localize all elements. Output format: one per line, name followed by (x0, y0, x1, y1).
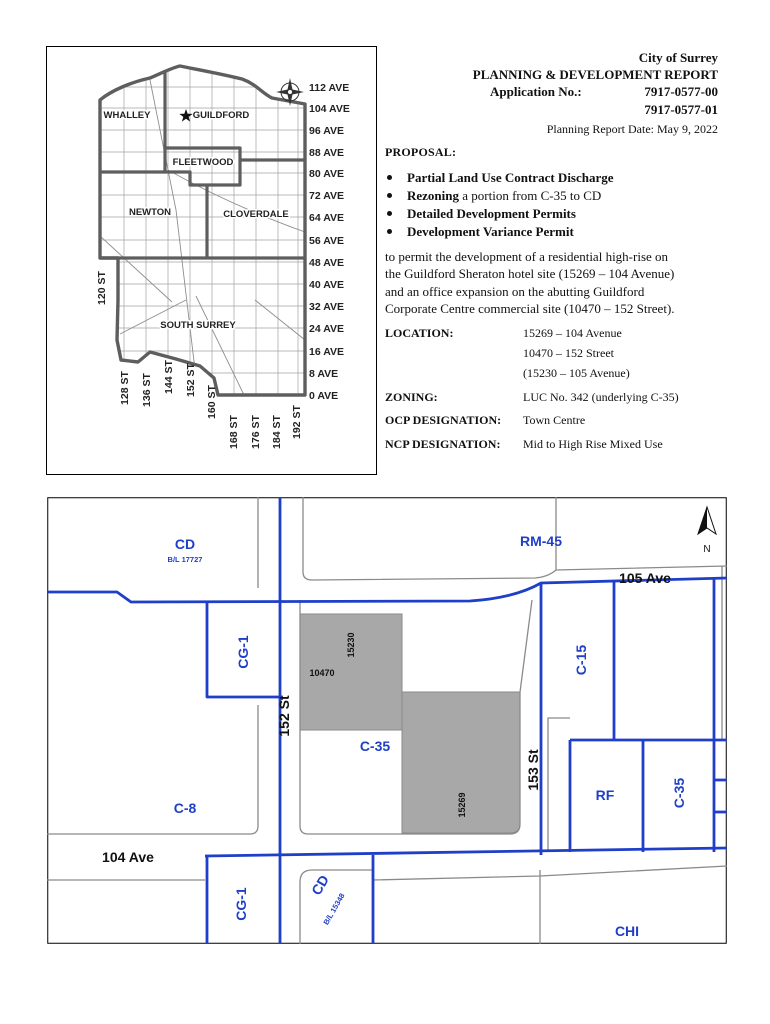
proposal-heading: PROPOSAL: (385, 145, 457, 159)
avenue-label: 16 AVE (309, 346, 345, 358)
report-date: Planning Report Date: May 9, 2022 (546, 122, 718, 136)
zoning-value: LUC No. 342 (underlying C-35) (523, 390, 679, 404)
zone-label-cd-north: CD (174, 536, 196, 552)
zone-label-cd-south: CD (308, 872, 332, 898)
application-number: 7917-0577-00 (644, 84, 718, 99)
proposal-item (385, 171, 614, 184)
lot-label-10470: 10470 (309, 668, 335, 678)
street-label: 152 ST (185, 363, 197, 397)
proposal-description-line: to permit the development of a residential high-rise on (385, 249, 669, 264)
avenue-label: 48 AVE (309, 257, 345, 269)
area-label-south-surrey: SOUTH SURREY (160, 320, 236, 331)
zone-label-cg1-south: CG-1 (233, 887, 249, 921)
avenue-label: 88 AVE (309, 147, 345, 159)
avenue-label: 40 AVE (309, 279, 345, 291)
avenue-label: 64 AVE (309, 212, 345, 224)
avenue-label: 104 AVE (309, 103, 350, 115)
avenue-label: 80 AVE (309, 168, 345, 180)
proposal-description-line: the Guildford Sheraton hotel site (15269 – 104 Avenue) (385, 266, 675, 281)
zone-label-c35-east: C-35 (671, 777, 687, 809)
ocp-designation-label: OCP DESIGNATION: (385, 413, 502, 427)
proposal-description-line: and an office expansion on the abutting Guildford (385, 284, 645, 299)
street-label-153-st: 153 St (525, 749, 541, 791)
location-value: (15230 – 105 Avenue) (523, 366, 630, 380)
area-label-fleetwood: FLEETWOOD (172, 157, 234, 168)
ocp-designation-value: Town Centre (523, 413, 586, 427)
proposal-item-title: Detailed Development Permits (407, 206, 576, 221)
street-label: 176 ST (250, 415, 262, 449)
avenue-labels (309, 82, 350, 402)
street-label-105-ave: 105 Ave (619, 570, 671, 586)
street-label-152-st: 152 St (276, 695, 292, 737)
bullet-icon (387, 175, 392, 180)
location-value: 15269 – 104 Avenue (523, 326, 622, 340)
area-label-cloverdale: CLOVERDALE (223, 209, 289, 220)
context-map (46, 46, 377, 475)
bullet-icon (387, 211, 392, 216)
avenue-label: 96 AVE (309, 125, 345, 137)
street-label: 120 ST (96, 271, 108, 305)
proposal-item-title: Partial Land Use Contract Discharge (407, 170, 614, 185)
street-label-104-ave: 104 Ave (102, 849, 154, 865)
avenue-label: 112 AVE (309, 82, 350, 94)
proposal-item (385, 225, 574, 238)
application-number: 7917-0577-01 (644, 102, 718, 117)
zone-label-rf: RF (595, 787, 615, 803)
zone-label-chi: CHI (614, 923, 640, 939)
avenue-label: 32 AVE (309, 301, 345, 313)
avenue-label: 0 AVE (309, 390, 339, 402)
application-label: Application No.: (490, 84, 582, 99)
ncp-designation-label: NCP DESIGNATION: (385, 437, 501, 451)
zoning-label: ZONING: (385, 390, 438, 404)
zone-label-c15: C-15 (573, 644, 589, 676)
lot-label-15269: 15269 (457, 792, 467, 818)
avenue-label: 72 AVE (309, 190, 345, 202)
area-label-guildford: GUILDFORD (192, 110, 250, 121)
bylaw-label-north: B/L 17727 (167, 555, 203, 564)
proposal-item-detail: a portion from C-35 to CD (459, 188, 602, 203)
bylaw-label-south: B/L 15348 (321, 891, 347, 927)
area-label-whalley: WHALLEY (103, 110, 151, 121)
bullet-icon (387, 193, 392, 198)
proposal-item-title: Development Variance Permit (407, 224, 574, 239)
street-label: 184 ST (271, 415, 283, 449)
proposal-item (385, 207, 576, 220)
zone-label-c8: C-8 (173, 800, 197, 816)
report-title: PLANNING & DEVELOPMENT REPORT (472, 67, 718, 82)
lot-label-15230: 15230 (346, 632, 356, 658)
street-label: 128 ST (119, 371, 131, 405)
proposal-item (385, 189, 601, 202)
avenue-label: 8 AVE (309, 368, 339, 380)
city-name: City of Surrey (638, 50, 718, 65)
street-label: 160 ST (206, 385, 218, 419)
zone-label-c35-site: C-35 (359, 738, 391, 754)
north-label: N (703, 544, 711, 555)
zone-label-rm45: RM-45 (519, 533, 563, 549)
street-label: 192 ST (291, 405, 303, 439)
proposal-description-line: Corporate Centre commercial site (10470 – 152 Street). (385, 301, 675, 316)
avenue-label: 56 AVE (309, 235, 345, 247)
avenue-label: 24 AVE (309, 323, 345, 335)
bullet-icon (387, 229, 392, 234)
location-value: 10470 – 152 Street (523, 346, 614, 360)
site-map (47, 497, 727, 944)
street-label: 136 ST (141, 373, 153, 407)
proposal-item-title: Rezoning (407, 188, 459, 203)
street-label: 144 ST (163, 360, 175, 394)
zone-label-cg1-north: CG-1 (235, 635, 251, 669)
area-label-newton: NEWTON (128, 207, 172, 218)
ncp-designation-value: Mid to High Rise Mixed Use (523, 437, 663, 451)
location-label: LOCATION: (385, 326, 454, 340)
street-label: 168 ST (228, 415, 240, 449)
